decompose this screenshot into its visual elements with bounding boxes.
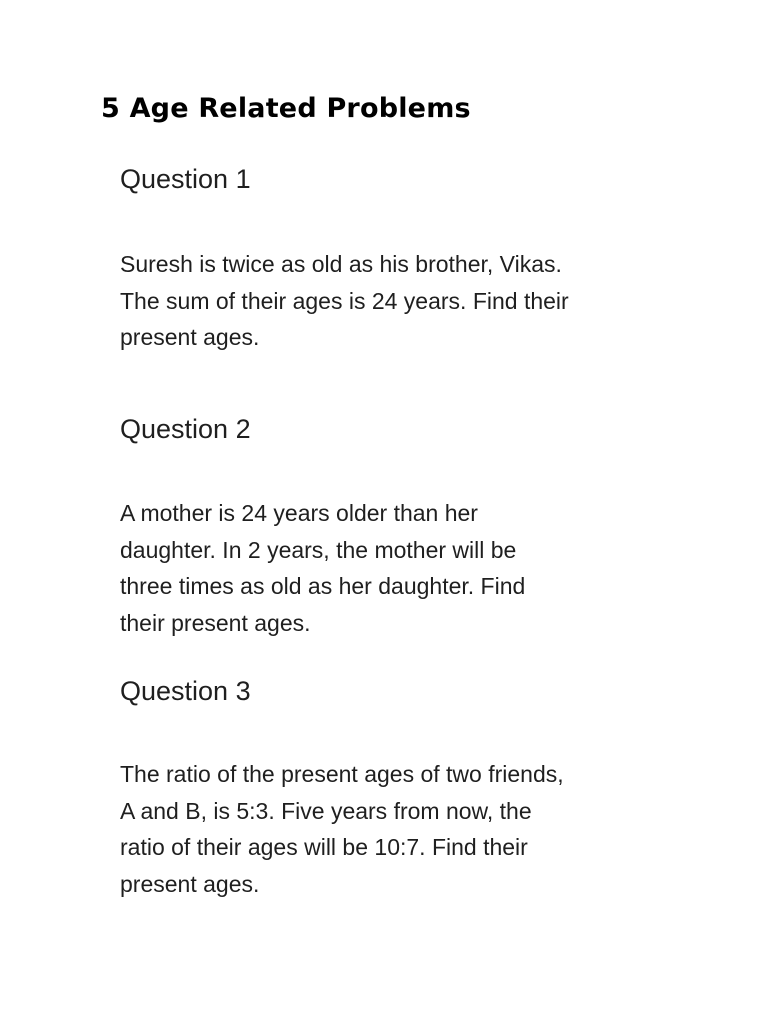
question-2-line: three times as old as her daughter. Find bbox=[120, 573, 526, 599]
question-2-text bbox=[120, 495, 600, 641]
question-3-heading: Question 3 bbox=[120, 676, 251, 706]
document-title: 5 Age Related Problems bbox=[101, 93, 471, 124]
question-2-line: daughter. In 2 years, the mother will be bbox=[120, 536, 517, 563]
question-3-line: A and B, is 5:3. Five years from now, the bbox=[120, 797, 532, 824]
question-1-line: Suresh is twice as old as his brother, Vikas. bbox=[120, 251, 562, 277]
question-1-line: The sum of their ages is 24 years. Find their bbox=[120, 287, 569, 314]
question-2-line: A mother is 24 years older than her bbox=[120, 500, 478, 526]
question-1-line: present ages. bbox=[120, 324, 260, 350]
question-3-line: The ratio of the present ages of two friends, bbox=[120, 761, 564, 787]
question-2-heading: Question 2 bbox=[120, 414, 251, 444]
question-1-text bbox=[120, 246, 600, 356]
question-3-line: present ages. bbox=[120, 870, 260, 897]
question-3-text bbox=[120, 756, 600, 902]
question-2-line: their present ages. bbox=[120, 609, 311, 636]
question-1-heading: Question 1 bbox=[120, 164, 251, 194]
question-3-line: ratio of their ages will be 10:7. Find their bbox=[120, 834, 528, 860]
